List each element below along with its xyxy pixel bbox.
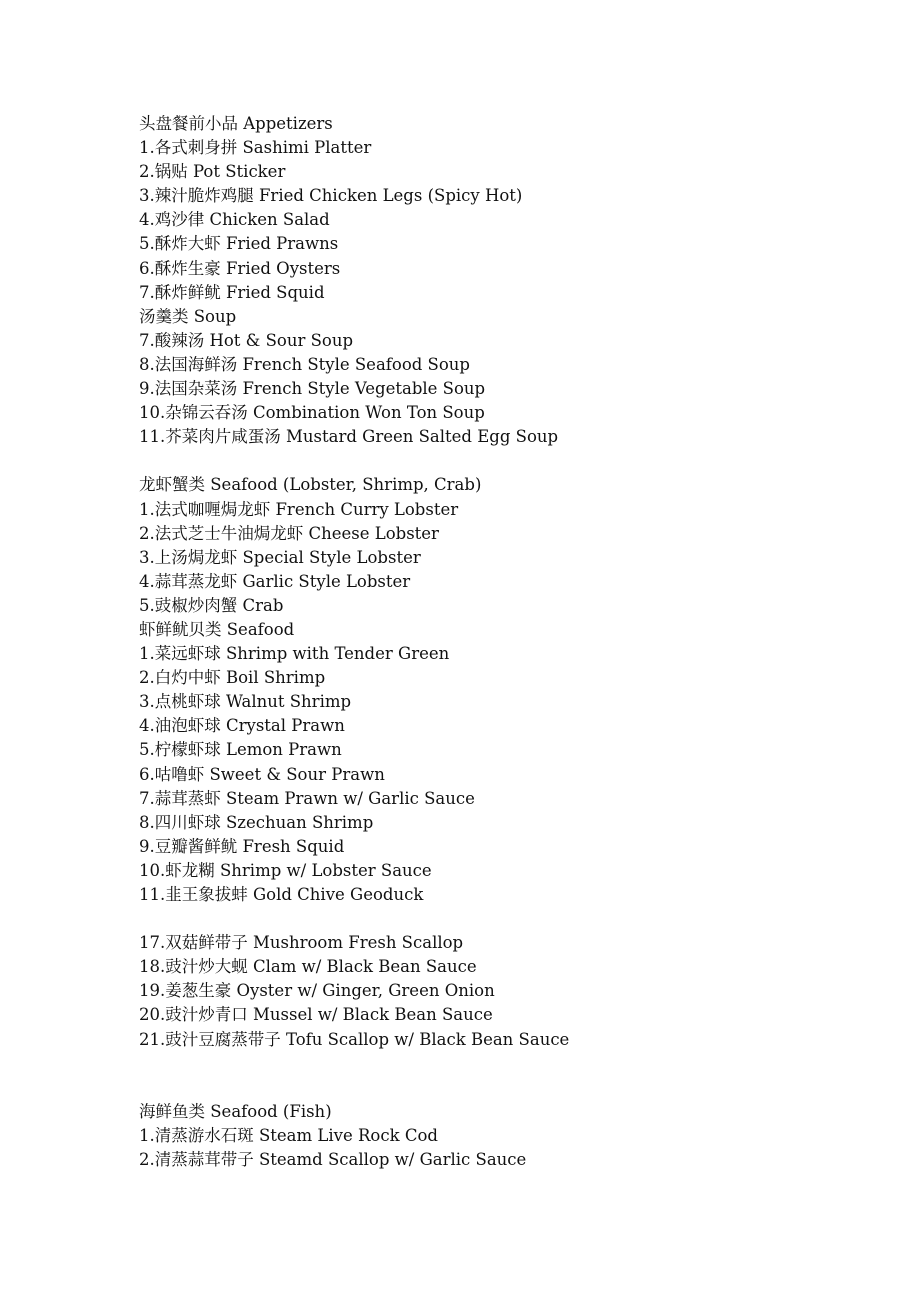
menu-line: 1.清蒸游水石斑 Steam Live Rock Cod	[139, 1125, 438, 1145]
menu-line: 7.酸辣汤 Hot & Sour Soup	[139, 330, 354, 350]
menu-line: 2.白灼中虾 Boil Shrimp	[139, 668, 326, 688]
menu-line: 9.豆瓣酱鲜鱿 Fresh Squid	[139, 836, 345, 856]
menu-line: 2.法式芝士牛油焗龙虾 Cheese Lobster	[139, 523, 439, 543]
menu-line: 6.酥炸生豪 Fried Oysters	[139, 258, 341, 278]
menu-line: 19.姜葱生豪 Oyster w/ Ginger, Green Onion	[139, 981, 495, 1001]
menu-line: 6.咕噜虾 Sweet & Sour Prawn	[139, 764, 385, 784]
menu-line: 1.菜远虾球 Shrimp with Tender Green	[139, 644, 450, 664]
menu-line: 4.蒜茸蒸龙虾 Garlic Style Lobster	[139, 571, 411, 591]
menu-line: 7.酥炸鲜鱿 Fried Squid	[139, 282, 325, 302]
menu-line: 18.豉汁炒大蚬 Clam w/ Black Bean Sauce	[139, 957, 477, 977]
menu-line: 4.鸡沙律 Chicken Salad	[139, 210, 330, 230]
menu-line: 5.酥炸大虾 Fried Prawns	[139, 234, 339, 254]
blank-line	[139, 907, 839, 931]
menu-line: 21.豉汁豆腐蒸带子 Tofu Scallop w/ Black Bean Sauce	[139, 1029, 570, 1049]
blank-line	[139, 1052, 839, 1076]
menu-document	[139, 112, 839, 1172]
menu-line: 3.点桃虾球 Walnut Shrimp	[139, 692, 352, 712]
menu-line: 17.双菇鲜带子 Mushroom Fresh Scallop	[139, 933, 464, 953]
menu-line: 1.各式刺身拼 Sashimi Platter	[139, 138, 372, 158]
menu-line: 4.油泡虾球 Crystal Prawn	[139, 716, 345, 736]
menu-line: 5.柠檬虾球 Lemon Prawn	[139, 740, 342, 760]
menu-line: 11.芥菜肉片咸蛋汤 Mustard Green Salted Egg Soup	[139, 427, 559, 447]
menu-line: 7.蒜茸蒸虾 Steam Prawn w/ Garlic Sauce	[139, 788, 475, 808]
menu-line: 3.上汤焗龙虾 Special Style Lobster	[139, 547, 421, 567]
menu-line: 5.豉椒炒肉蟹 Crab	[139, 595, 284, 615]
menu-line: 头盘餐前小品 Appetizers	[139, 114, 333, 133]
menu-line: 2.清蒸蒜茸带子 Steamd Scallop w/ Garlic Sauce	[139, 1150, 527, 1170]
menu-line: 龙虾蟹类 Seafood (Lobster, Shrimp, Crab)	[139, 475, 482, 495]
menu-line: 1.法式咖喱焗龙虾 French Curry Lobster	[139, 499, 459, 519]
menu-line: 10.杂锦云吞汤 Combination Won Ton Soup	[139, 403, 485, 423]
blank-line	[139, 449, 839, 473]
menu-line: 8.四川虾球 Szechuan Shrimp	[139, 812, 374, 832]
menu-line: 10.虾龙糊 Shrimp w/ Lobster Sauce	[139, 860, 432, 880]
menu-line: 3.辣汁脆炸鸡腿 Fried Chicken Legs (Spicy Hot)	[139, 186, 523, 206]
menu-line: 11.韭王象拔蚌 Gold Chive Geoduck	[139, 885, 424, 904]
menu-line: 2.锅贴 Pot Sticker	[139, 162, 286, 182]
menu-line: 虾鲜鱿贝类 Seafood	[139, 619, 295, 639]
menu-line: 汤羹类 Soup	[139, 306, 237, 326]
menu-line: 8.法国海鲜汤 French Style Seafood Soup	[139, 354, 470, 374]
blank-line	[139, 1076, 839, 1100]
menu-line: 海鲜鱼类 Seafood (Fish)	[139, 1101, 332, 1121]
menu-line: 20.豉汁炒青口 Mussel w/ Black Bean Sauce	[139, 1005, 493, 1025]
menu-line: 9.法国杂菜汤 French Style Vegetable Soup	[139, 379, 486, 399]
